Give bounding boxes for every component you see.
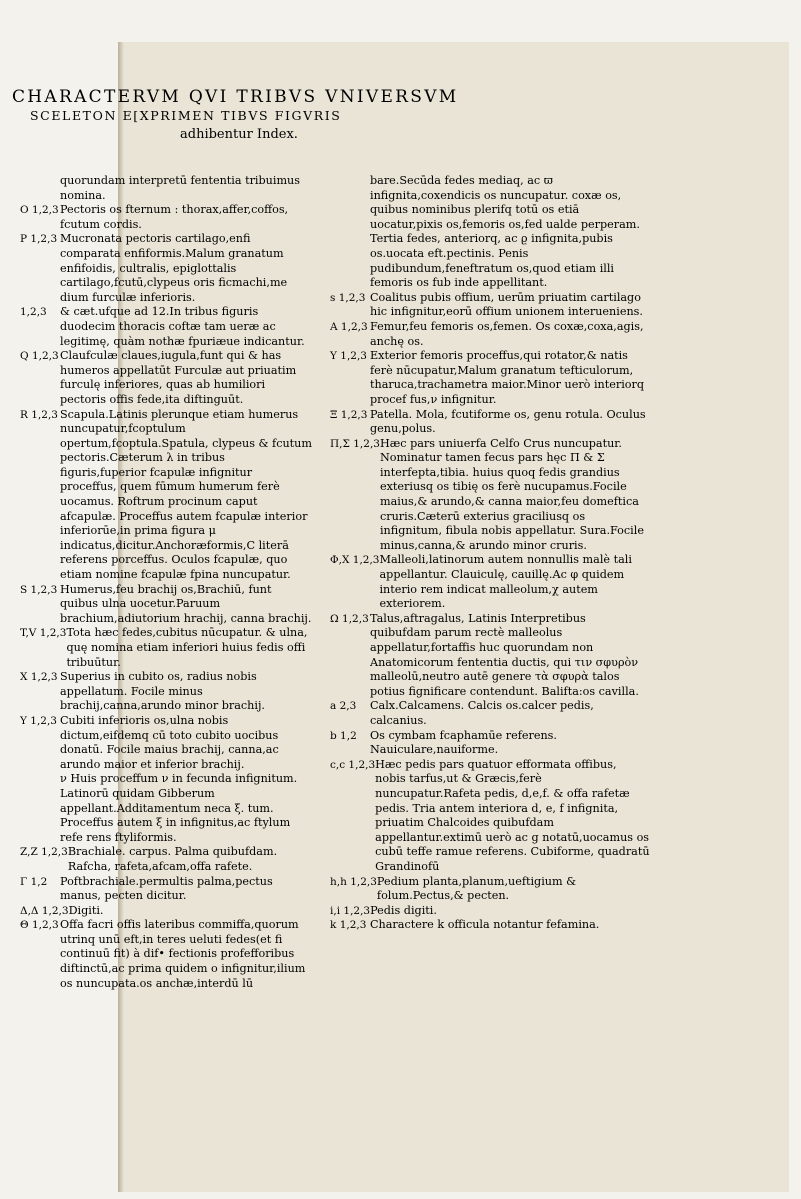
entry-label: S 1,2,3 [20,583,58,596]
index-entry [330,174,650,291]
index-entry [20,875,312,904]
page-subtitle-2: adhibentur Index. [180,127,298,142]
index-entry [20,845,312,874]
entry-label: A 1,2,3 [330,320,368,333]
entry-label: Θ 1,2,3 [20,919,59,932]
index-entry [330,904,650,919]
entry-label: i,i 1,2,3 [330,904,371,917]
entry-text: Offa facri offis lateribus commiffa,quorum utrinq unū eft,in teres ueluti fedes(et fi continuū fit) à dif• fectionis profefforibus diftinctū,ac prima quidem o infignitur,ilium os nuncupata.os anchæ,interdū lū [60,918,306,990]
index-entry [20,772,312,845]
index-entry [20,203,312,232]
left-column [20,174,312,991]
index-entry [330,918,650,933]
index-entry [20,305,312,349]
index-entry [330,437,650,554]
entry-text: Poftbrachiale.permultis palma,pectus manus, pecten dicitur. [60,874,273,903]
entry-label: Γ 1,2 [20,875,48,888]
entry-text: Mucronata pectoris cartilago,enfi comparata enfiformis.Malum granatum enfifoidis, cultralis, epiglottalis cartilago,fcutū,clypeus oris ficmachi,me dium furculæ inferioris. [60,232,288,304]
index-entry [20,408,312,583]
index-entry [20,349,312,407]
entry-label [330,174,370,291]
index-entry [20,904,312,919]
right-column [330,174,650,933]
index-entry [330,291,650,320]
entry-label: 1,2,3 [20,306,47,319]
entry-label: R 1,2,3 [20,408,58,421]
entry-label: Φ,Χ 1,2,3 [330,554,380,567]
index-entry [330,758,650,875]
entry-text: Exterior femoris proceffus,qui rotator,& natis ferè nūcupatur,Malum granatum tefticulorum, tharuca,trachametra maior.Minor uerò interiorq procef fus,ν infignitur. [370,349,645,406]
entry-text: Talus,aftragalus, Latinis Interpretibus quibufdam parum rectè malleolus appellatur,fortaffis huc quorundam non Anatomicorum fententia ductis, qui τιν σφυρὸν malleolū,neutro autē genere τὰ σφυρὰ talos potius fignificare contendunt. Balifta:os cavilla. [370,611,639,698]
entry-text: Pedis digiti. [370,903,437,917]
entry-label: Π,Σ 1,2,3 [330,437,380,450]
entry-text: Malleoli,latinorum autem nonnullis malè tali appellantur. Clauiculę, cauillę.Ac φ quidem interio rem indicat malleolum,χ autem exteriorem. [379,553,632,611]
entry-text: Scapula.Latinis plerunque etiam humerus nuncupatur,fcoptulum opertum,fcoptula.Spatula, clypeus & fcutum pectoris.Cæterum λ in tribus figuris,fuperior fcapulæ infignitur proceffus, quem fūmum humerum ferè uocamus. Roftrum procinum caput afcapulæ. Proceffus autem fcapulæ interior inferiorūe,in prima figura μ indicatus,dicitur.Anchoræformis,C literā referens porceffus. Oculos fcapulæ, quo etiam nomine fcapulæ fpina nuncupatur. [60,407,312,582]
entry-label: h,h 1,2,3 [330,875,377,888]
entry-text: Superius in cubito os, radius nobis appellatum. Focile minus brachij,canna,arundo minor brachij. [60,670,265,713]
entry-text: Pectoris os fternum : thorax,affer,coffos, fcutum cordis. [60,203,289,231]
entry-label: k 1,2,3 [330,919,367,932]
page-title: CHARACTERVM QVI TRIBVS VNIVERSVM [12,87,459,107]
index-entry [330,875,650,904]
entry-label: X 1,2,3 [20,671,58,684]
entry-text: bare.Secūda fedes mediaq, ac ϖ infignita,coxendicis os nuncupatur. coxæ os, quibus nominibus plerifq totū os etiā uocatur,pixis os,femoris os,fed ualde perperam. Tertia fedes, anteriorq, ac ϱ infignita,pubis os.uocata eft.pectinis. Penis pudibundum,feneftratum os,quod etiam illi femoris os fub inde appellitant. [370,174,640,290]
index-entry [20,918,312,991]
entry-label: Q 1,2,3 [20,350,59,363]
entry-text: Coalitus pubis offium, uerūm priuatim cartilago hic infignitur,eorū offium unionem interueniens. [370,290,643,319]
entry-text: Pedium planta,planum,ueftigium & folum.Pectus,& pecten. [376,874,577,903]
entry-text: ν Huis proceffum ν in fecunda infignitum. Latinorū quidam Gibberum appellant.Additamentum neca ξ. tum. Proceffus autem ξ in infignitus,ac ftylum refe rens ftyliformis. [60,772,298,844]
entry-text: Claufculæ claues,iugula,funt qui & has humeros appellatūt Furculæ aut priuatim furculę inferiores, quas ab humiliori pectoris offis fede,ita diftinguūt. [60,349,297,406]
entry-text: Femur,feu femoris os,femen. Os coxæ,coxa,agis, anchę os. [370,319,644,348]
index-entry [330,349,650,407]
entry-label: b 1,2 [330,729,357,742]
entry-text: Cubiti inferioris os,ulna nobis dictum,eifdemq cū toto cubito uocibus donatū. Focile maius brachij, canna,ac arundo maior et inferior brachij. [60,713,279,771]
entry-label: Δ,Δ 1,2,3 [20,904,69,917]
entry-text: Humerus,feu brachij os,Brachiū, funt quibus ulna uocetur.Paruum brachium,adiutorium hrachij, canna brachij. [60,582,312,625]
entry-label: Ω 1,2,3 [330,612,369,625]
entry-text: Hæc pedis pars quatuor efformata offibus, nobis tarfus,ut & Græcis,ferè nuncupatur.Rafeta pedis, d,e,f. & offa rafetæ pedis. Tria antem interiora d, e, f infignita, priuatim Chalcoides quibufdam appellantur.extimū uerò ac g notatū,uocamus os cubū teffe ramue referens. Cubiforme, quadratū Grandinofū [375,757,650,873]
entry-text: Calx.Calcamens. Calcis os.calcer pedis, calcanius. [370,699,594,727]
index-entry [330,699,650,728]
index-entry [330,612,650,700]
index-entry [330,320,650,349]
entry-text: Brachiale. carpus. Palma quibufdam. Rafcha, rafeta,afcam,offa rafete. [67,845,278,873]
index-entry [330,729,650,758]
entry-label: O 1,2,3 [20,204,59,217]
index-entry [20,232,312,305]
index-entry [330,553,650,611]
index-entry [20,626,312,670]
entry-label: c,c 1,2,3 [330,758,376,771]
entry-label: s 1,2,3 [330,291,366,304]
entry-text: Patella. Mola, fcutiforme os, genu rotula. Oculus genu,polus. [370,407,646,436]
entry-label: a 2,3 [330,700,357,713]
index-entry [20,714,312,772]
entry-label: Ξ 1,2,3 [330,408,368,421]
entry-label [20,174,60,203]
index-entry [20,670,312,714]
entry-text: Os cymbam fcaphamūe referens. Nauiculare,nauiforme. [370,728,557,757]
entry-text: Charactere k officula notantur fefamina. [370,918,600,932]
entry-text: & cæt.ufque ad 12.In tribus figuris duodecim thoracis coftæ tam ueræ ac legitimę, quàm nothæ fpuriæue indicantur. [60,305,305,348]
entry-label: P 1,2,3 [20,233,58,246]
entry-label [20,772,60,845]
index-entry [330,408,650,437]
entry-text: quorundam interpretū fententia tribuimus nomina. [60,174,301,202]
entry-text: Hæc pars uniuerfa Celfo Crus nuncupatur. Nominatur tamen fecus pars hęc Π & Σ interfepta,tibia. huius quoq fedis grandius exteriusq os tibię os ferè nucupamus.Focile maius,& arundo,& canna maior,feu domeftica cruris.Cæterū exterius graciliusq os infignitum, fibula nobis appellatur. Sura.Focile minus,canna,& arundo minor cruris. [379,436,644,552]
entry-label: Υ 1,2,3 [330,350,367,363]
page-subtitle: SCELETON E[XPRIMEN TIBVS FIGVRIS [30,108,342,123]
entry-label: T,V 1,2,3 [20,627,67,640]
entry-text: Digiti. [68,903,104,917]
entry-label: Y 1,2,3 [20,714,57,727]
entry-label: Z,Z 1,2,3 [20,846,68,859]
index-entry [20,583,312,627]
entry-text: Tota hæc fedes,cubitus nūcupatur. & ulna, quę nomina etiam inferiori huius fedis offi tribuūtur. [66,626,308,669]
index-entry [20,174,312,203]
